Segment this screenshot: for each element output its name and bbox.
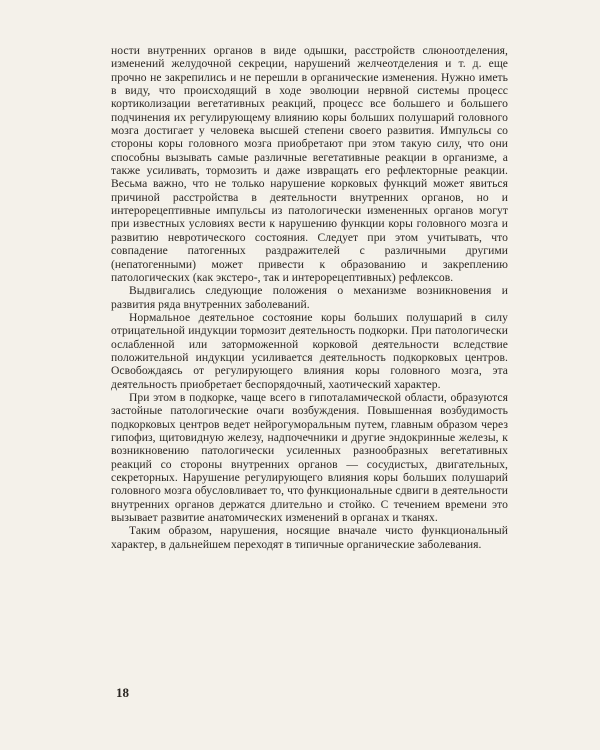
paragraph-mechanism-intro: Выдвигались следующие положения о механизме возникновения и развития ряда внутренних заболеваний. [111, 284, 508, 311]
page-number: 18 [116, 685, 129, 700]
paragraph-subcortex-foci: При этом в подкорке, чаще всего в гипоталамической области, образуются застойные патологические очаги возбуждения. Повышенная возбудимость подкорковых центров ведет нейрогуморальным путем, главным образом через гипофиз, щитовидную железу, надпочечники и другие эндокринные железы, к возникновению патологически усиленных разнообразных вегетативных реакций со стороны внутренних органов — сосудистых, двигательных, секреторных. Нарушение регулирующего влияния коры больших полушарий головного мозга обусловливает то, что функциональные сдвиги в деятельности внутренних органов держатся длительно и стойко. С течением времени это вызывает развитие анатомических изменений в органах и тканях. [111, 390, 508, 525]
paragraph-conclusion: Таким образом, нарушения, носящие вначале чисто функциональный характер, в дальнейшем переходят в типичные органические заболевания. [111, 524, 508, 551]
paragraph-cortex-inhibition: Нормальное деятельное состояние коры больших полушарий в силу отрицательной индукции тормозит деятельность подкорки. При патологически ослабленной или заторможенной корковой деятельности вследствие положительной индукции усиливается деятельность подкорковых центров. Освобождаясь от регулирующего влияния коры головного мозга, эта деятельность приобретает беспорядочный, хаотический характер. [111, 310, 508, 391]
paragraph-continuation: ности внутренних органов в виде одышки, расстройств слюноотделения, изменений желудочной секреции, нарушений желчеотделения и т. д. еще прочно не закрепились и не перешли в органические изменения. Нужно иметь в виду, что происходящий в ходе эволюции нервной системы процесс кортиколизации вегетативных реакций, процесс все большего и большего подчинения их регулирующему влиянию коры больших полушарий головного мозга достигает у человека высшей степени своего развития. Импульсы со стороны коры головного мозга приобретают при этом такую силу, что они способны вызывать самые различные вегетативные реакции в организме, а также усиливать, тормозить и даже извращать его рефлекторные реакции. Весьма важно, что не только нарушение корковых функций может явиться причиной расстройства в деятельности внутренних органов, но и интерорецептивные импульсы из патологически измененных органов могут при известных условиях вести к нарушению функции коры головного мозга и развитию невротического состояния. Следует при этом учитывать, что совпадение патогенных раздражителей с различными другими (непатогенными) может привести к образованию и закреплению патологических (как экстеро-, так и интерорецептивных) рефлексов. [111, 44, 508, 284]
body-text [111, 44, 508, 551]
